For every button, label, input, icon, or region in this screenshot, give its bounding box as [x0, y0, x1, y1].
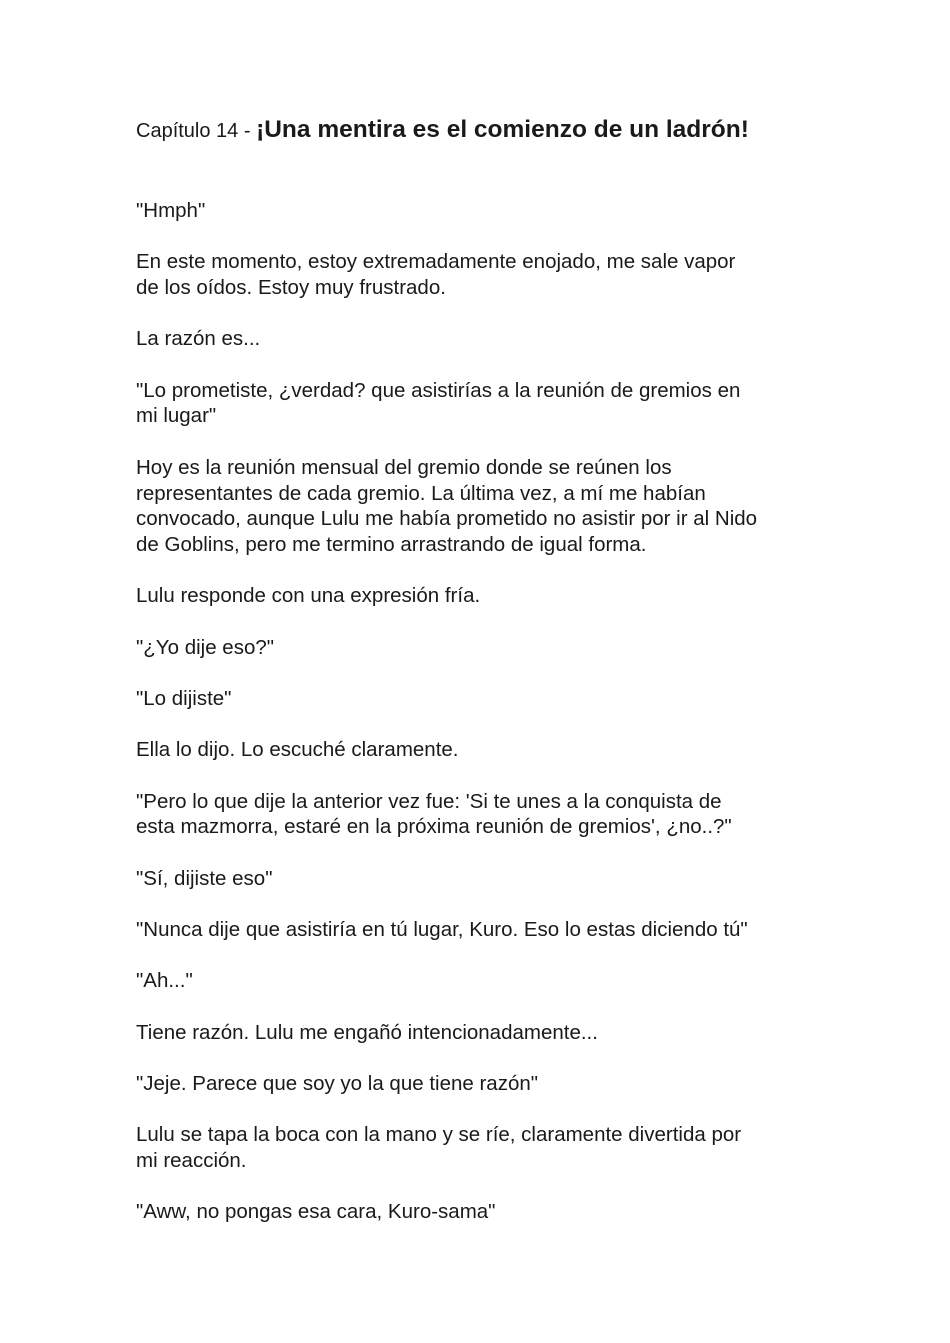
- chapter-name: ¡Una mentira es el comienzo de un ladrón!: [256, 116, 749, 143]
- chapter-title: [136, 114, 836, 147]
- paragraph: "Pero lo que dije la anterior vez fue: 'Si te unes a la conquista de esta mazmorra, estaré en la próxima reunión de gremios', ¿no..?": [136, 789, 732, 839]
- chapter-number: Capítulo 14 -: [136, 120, 257, 142]
- paragraph: "Sí, dijiste eso": [136, 866, 273, 890]
- paragraph: "Jeje. Parece que soy yo la que tiene razón": [136, 1071, 539, 1095]
- paragraph: "Ah...": [136, 969, 193, 993]
- paragraph: "Aww, no pongas esa cara, Kuro-sama": [136, 1200, 496, 1224]
- chapter-body: [136, 198, 821, 1251]
- paragraph: Ella lo dijo. Lo escuché claramente.: [136, 738, 459, 762]
- paragraph: La razón es...: [136, 327, 261, 351]
- paragraph: Lulu responde con una expresión fría.: [136, 584, 481, 608]
- paragraph: "Lo prometiste, ¿verdad? que asistirías a la reunión de gremios en mi lugar": [136, 378, 741, 428]
- paragraph: "Hmph": [136, 199, 206, 222]
- paragraph: Tiene razón. Lulu me engañó intencionadamente...: [136, 1020, 598, 1044]
- paragraph: Lulu se tapa la boca con la mano y se ríe, claramente divertida por mi reacción.: [136, 1123, 742, 1173]
- paragraph: "¿Yo dije eso?": [136, 635, 275, 659]
- paragraph: "Nunca dije que asistiría en tú lugar, Kuro. Eso lo estas diciendo tú": [136, 918, 748, 942]
- paragraph: Hoy es la reunión mensual del gremio donde se reúnen los representantes de cada gremio. La última vez, a mí me habían convocado, aunque Lulu me había prometido no asistir por ir al Nido de Goblins, pero me termino arrastrando de igual forma.: [136, 455, 758, 557]
- paragraph: "Lo dijiste": [136, 687, 232, 711]
- paragraph: En este momento, estoy extremadamente enojado, me sale vapor de los oídos. Estoy muy frustrado.: [136, 250, 736, 300]
